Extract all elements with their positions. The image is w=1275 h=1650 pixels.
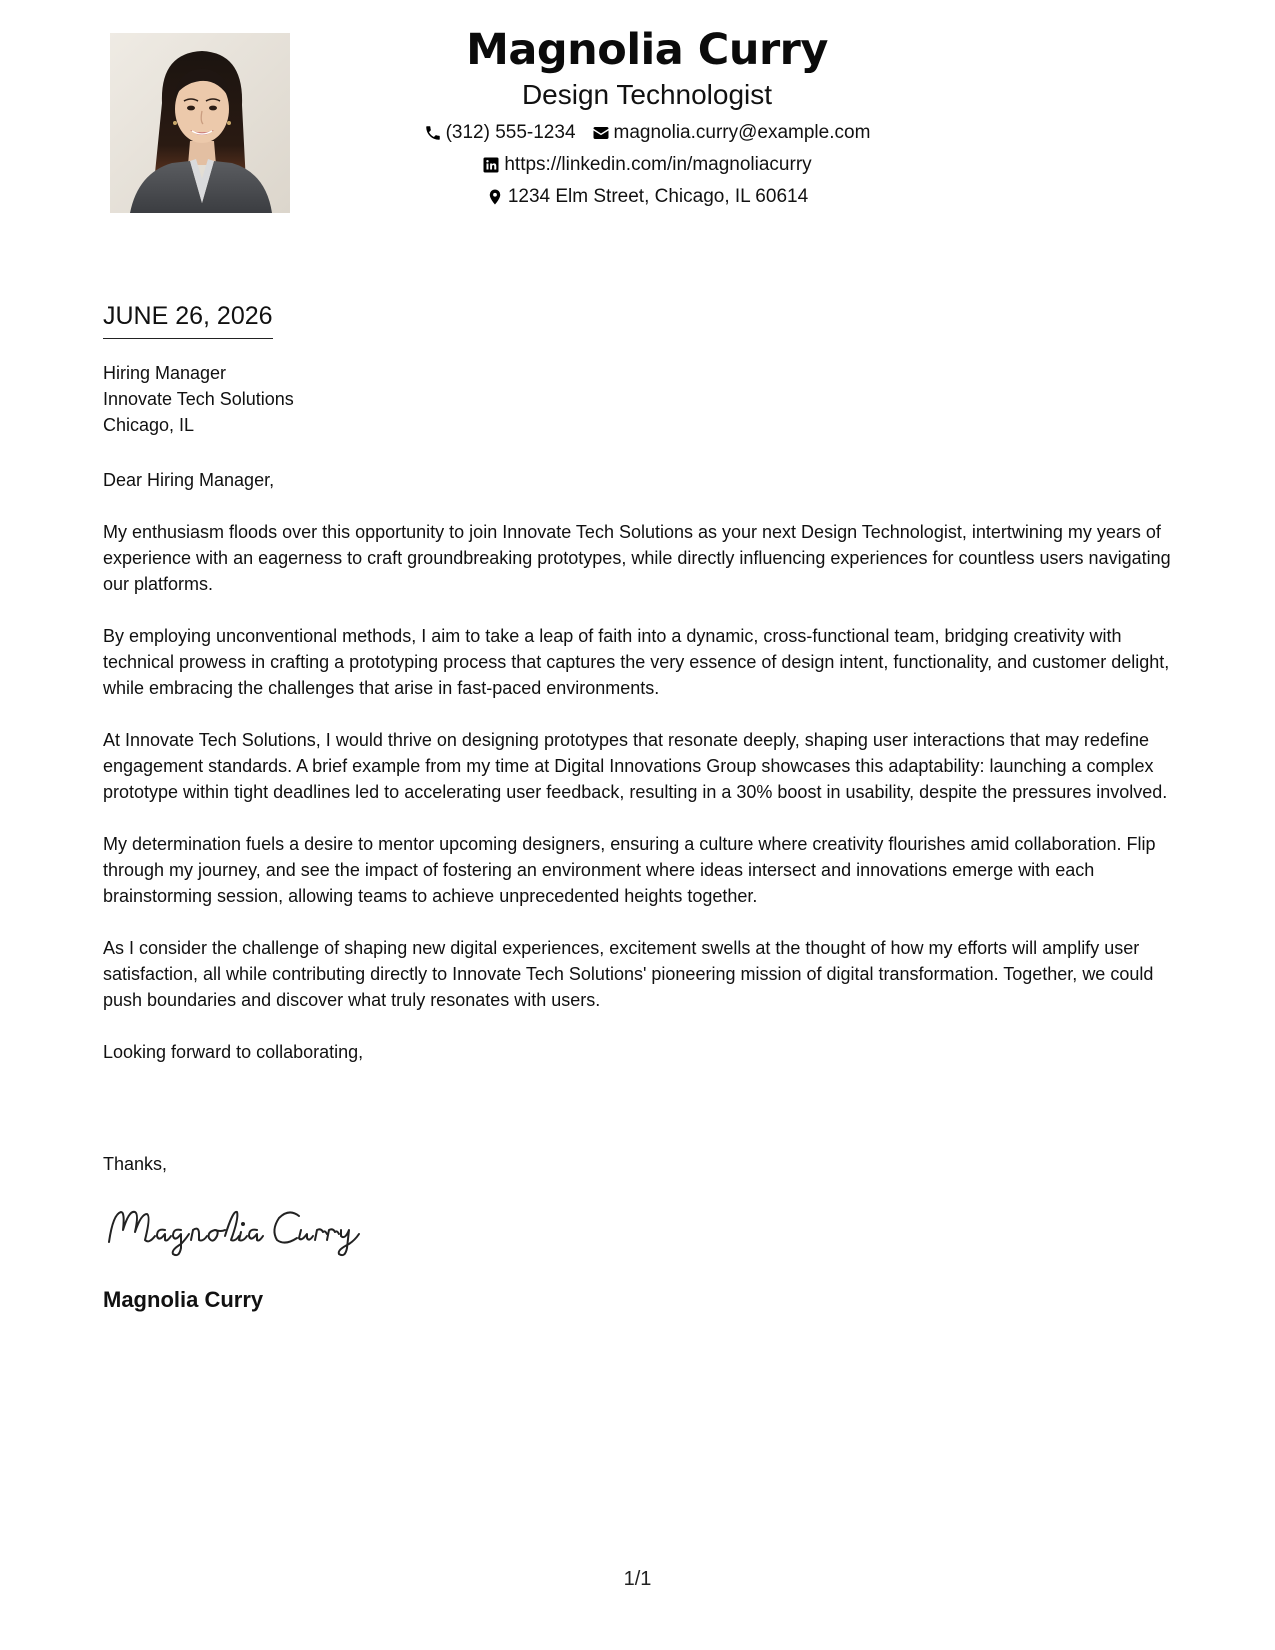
linkedin-icon: [482, 156, 500, 174]
letter-header: [340, 24, 954, 208]
profile-photo: [110, 33, 290, 213]
email-address[interactable]: magnolia.curry@example.com: [613, 122, 871, 143]
contact-row-linkedin: [340, 154, 954, 176]
letter-body: [103, 467, 1183, 1091]
linkedin-contact: [482, 154, 811, 176]
contact-row-address: [340, 186, 954, 208]
letter-date: JUNE 26, 2026: [103, 300, 273, 339]
phone-number: (312) 555-1234: [445, 122, 576, 143]
recipient-block: [103, 360, 294, 438]
closing-line: Looking forward to collaborating,: [103, 1042, 364, 1062]
paragraph: By employing unconventional methods, I aim to take a leap of faith into a dynamic, cross-functional team, bridging creativity with technical prowess in crafting a prototyping process that captures the very essence of design intent, functionality, and customer delight, while embracing the challenges that arise in fast-paced environments.: [103, 626, 1170, 698]
handwritten-signature: [103, 1200, 373, 1260]
paragraph: My determination fuels a desire to mentor upcoming designers, ensuring a culture where creativity flourishes amid collaboration. Flip through my journey, and see the impact of fostering an environment where ideas intersect and innovations emerge with each brainstorming session, allowing teams to achieve unprecedented heights together.: [103, 834, 1156, 906]
sign-off: Thanks,: [103, 1154, 168, 1174]
address-contact: [486, 186, 808, 208]
phone-icon: [424, 124, 442, 142]
salutation: Dear Hiring Manager,: [103, 470, 275, 490]
paragraph: At Innovate Tech Solutions, I would thrive on designing prototypes that resonate deeply, shaping user interactions that may redefine engagement standards. A brief example from my time at Digital Innovations Group showcases this adaptability: launching a complex prototype within tight deadlines led to accelerating user feedback, resulting in a 30% boost in usability, despite the pressures involved.: [103, 730, 1168, 802]
phone-contact: [424, 122, 576, 144]
date-block: [103, 300, 273, 339]
applicant-title: Design Technologist: [521, 79, 773, 110]
recipient-role: Hiring Manager: [103, 363, 227, 383]
recipient-location: Chicago, IL: [103, 415, 195, 435]
paragraph: As I consider the challenge of shaping new digital experiences, excitement swells at the thought of how my efforts will amplify user satisfaction, all while contributing directly to Innovate Tech Solutions' pioneering mission of digital transformation. Together, we could push boundaries and discover what truly resonates with users.: [103, 938, 1154, 1010]
recipient-company: Innovate Tech Solutions: [103, 389, 294, 409]
envelope-icon: [592, 124, 610, 142]
linkedin-url[interactable]: https://linkedin.com/in/magnoliacurry: [504, 154, 812, 175]
email-contact: [592, 122, 871, 144]
paragraph: My enthusiasm floods over this opportunity to join Innovate Tech Solutions as your next Design Technologist, intertwining my years of experience with an eagerness to craft groundbreaking prototypes, while directly influencing experiences for countless users navigating our platforms.: [103, 522, 1171, 594]
applicant-name: Magnolia Curry: [466, 25, 828, 75]
contact-row-phone-email: [340, 122, 954, 144]
signer-name: Magnolia Curry: [103, 1287, 264, 1312]
page-number: 1/1: [623, 1568, 652, 1590]
street-address: 1234 Elm Street, Chicago, IL 60614: [507, 186, 809, 207]
map-pin-icon: [486, 188, 504, 206]
